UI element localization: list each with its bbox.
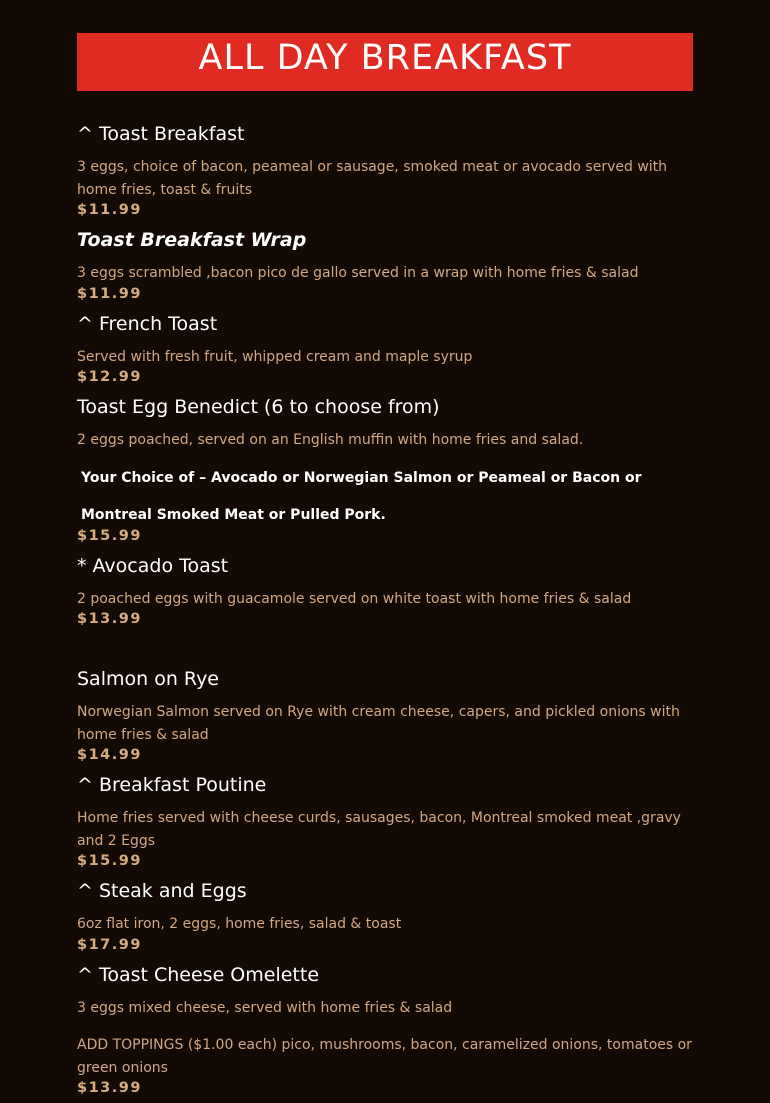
menu-item-title: ^ Toast Breakfast (77, 123, 245, 145)
menu-item-price: $17.99 (77, 937, 142, 953)
menu-item-toppings: ADD TOPPINGS ($1.00 each) pico, mushrooms, bacon, caramelized onions, tomatoes or green onions (77, 1037, 692, 1076)
menu-item-title: ^ French Toast (77, 313, 218, 335)
menu-item-price: $13.99 (77, 611, 142, 627)
menu-item-choice-line: Montreal Smoked Meat or Pulled Pork. (81, 507, 386, 523)
menu-item-description: Home fries served with cheese curds, sausages, bacon, Montreal smoked meat ,gravy and 2 Eggs (77, 810, 681, 849)
menu-item-description: 2 poached eggs with guacamole served on white toast with home fries & salad (77, 591, 632, 607)
menu-item-description: Served with fresh fruit, whipped cream and maple syrup (77, 349, 473, 365)
menu-item-description: 3 eggs mixed cheese, served with home fries & salad (77, 1000, 453, 1016)
menu-item-description: Norwegian Salmon served on Rye with cream cheese, capers, and pickled onions with home fries & salad (77, 704, 680, 743)
menu-item-title: ^ Steak and Eggs (77, 880, 247, 902)
menu-item-price: $11.99 (77, 286, 142, 302)
menu-item-price: $11.99 (77, 202, 142, 218)
menu-item-choice-line: Your Choice of – Avocado or Norwegian Salmon or Peameal or Bacon or (81, 470, 642, 486)
header-banner (77, 33, 693, 91)
menu-item-title: * Avocado Toast (77, 555, 229, 577)
menu-item-description: 3 eggs, choice of bacon, peameal or sausage, smoked meat or avocado served with home fries, toast & fruits (77, 159, 668, 198)
menu-item-price: $15.99 (77, 528, 142, 544)
menu-item-description: 3 eggs scrambled ,bacon pico de gallo served in a wrap with home fries & salad (77, 265, 639, 281)
menu-item-price: $12.99 (77, 369, 142, 385)
menu-item-description: 2 eggs poached, served on an English muffin with home fries and salad. (77, 432, 584, 448)
menu-item-price: $13.99 (77, 1080, 142, 1096)
menu-item-title: Toast Egg Benedict (6 to choose from) (77, 396, 440, 418)
menu-item-title: ^ Breakfast Poutine (77, 774, 267, 796)
menu-item-title: Salmon on Rye (77, 668, 219, 690)
menu-section-title: ALL DAY BREAKFAST (198, 38, 572, 78)
menu-item-price: $15.99 (77, 853, 142, 869)
menu-item-price: $14.99 (77, 747, 142, 763)
menu-item-title: Toast Breakfast Wrap (77, 229, 307, 251)
menu-item-description: 6oz flat iron, 2 eggs, home fries, salad & toast (77, 916, 402, 932)
menu-item-title: ^ Toast Cheese Omelette (77, 964, 320, 986)
